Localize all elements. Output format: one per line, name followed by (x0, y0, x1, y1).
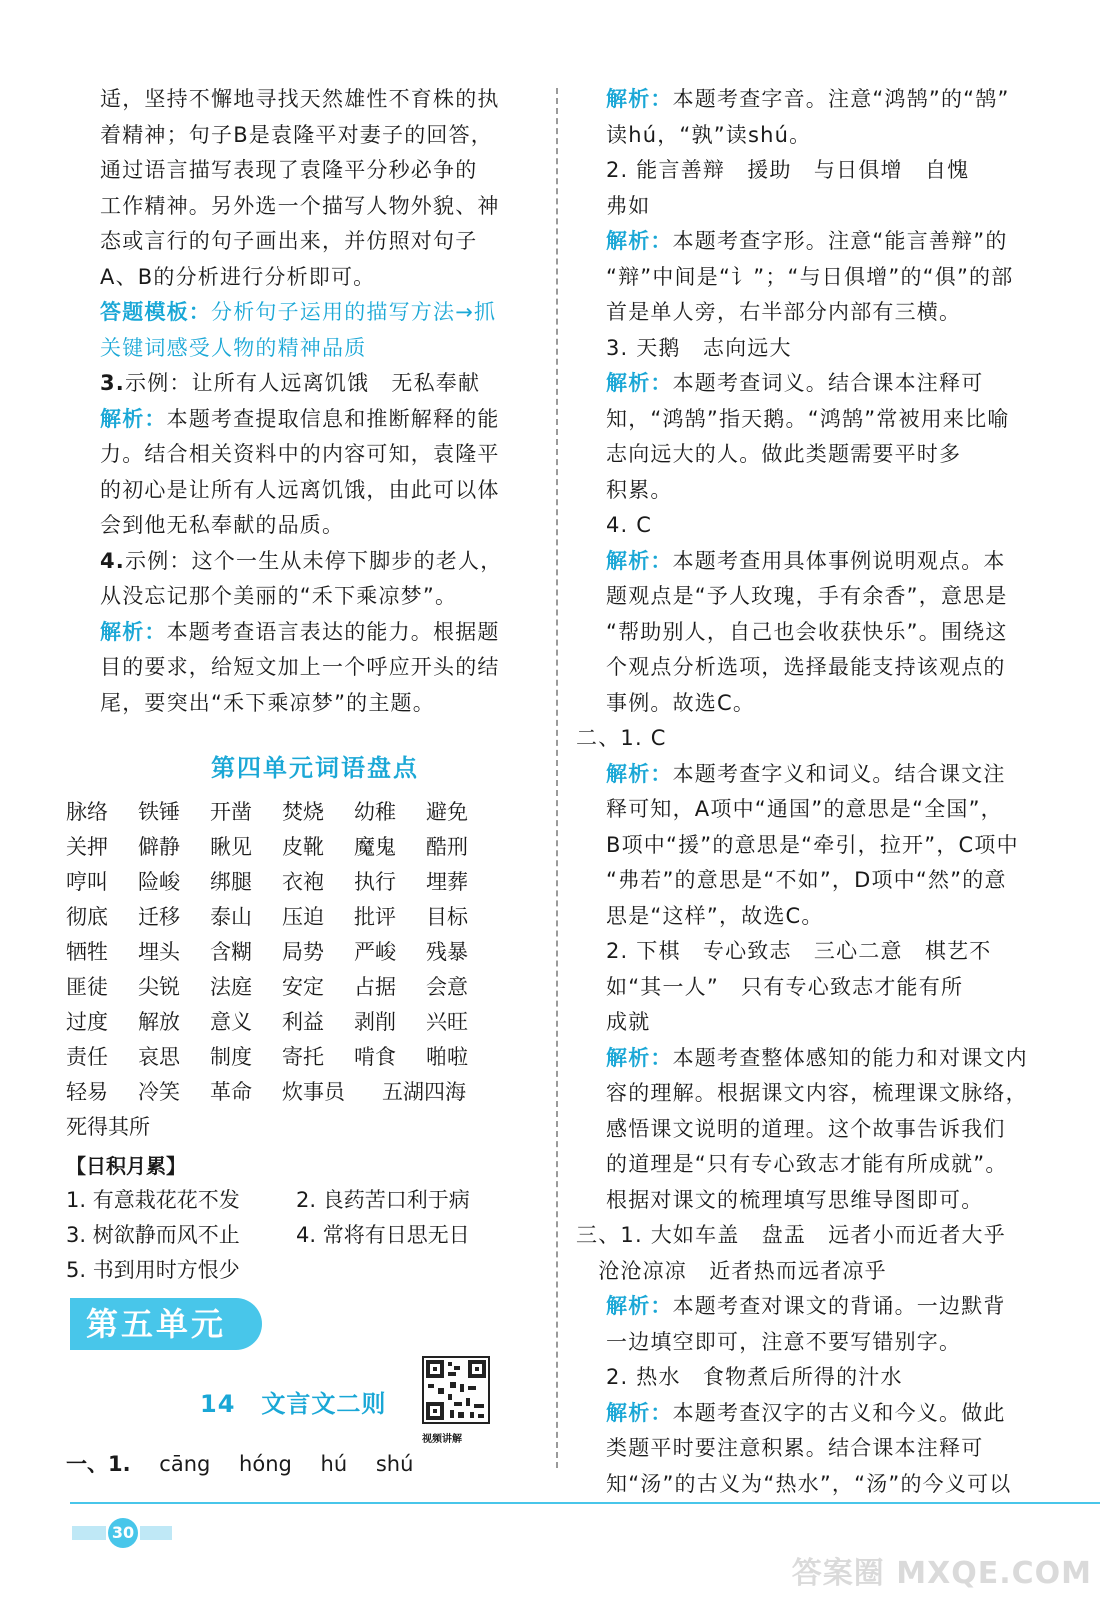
analysis-text: 本题考查提取信息和推断解释的能 (166, 406, 500, 431)
analysis-tag: 解析： (606, 1400, 673, 1425)
analysis-text: 力。结合相关资料中的内容可知，袁隆平 (100, 442, 500, 466)
vocab-word: 五湖四海 (382, 1080, 466, 1104)
q4-answer-line2: 从没忘记那个美丽的“禾下乘凉梦”。 (100, 584, 458, 608)
vocab-row (66, 865, 536, 900)
vocab-word: 局势 (282, 940, 324, 964)
analysis-line (606, 1112, 1046, 1148)
vocab-word: 死得其所 (66, 1115, 150, 1139)
vocab-word: 制度 (210, 1045, 252, 1069)
vocab-word: 埋头 (138, 940, 180, 964)
analysis-line (606, 1431, 1046, 1467)
vocab-word: 利益 (282, 1010, 324, 1034)
analysis-line (606, 260, 1046, 296)
vocab-word: 泰山 (210, 905, 252, 929)
analysis-line (606, 615, 1046, 651)
analysis-line (606, 82, 1046, 118)
lesson-title: 文言文二则 (261, 1390, 387, 1418)
analysis-line (606, 1147, 1046, 1183)
q4-answer: 4.示例：这个一生从未停下脚步的老人， (100, 548, 503, 573)
accumulate-item: 1. 有意栽花花不发 (66, 1188, 240, 1212)
vocab-word: 法庭 (210, 975, 252, 999)
analysis-text: 本题考查词义。结合课本注释可 (672, 371, 984, 395)
analysis-line (606, 473, 1046, 509)
analysis-text: B项中“援”的意思是“牵引，拉开”，C项中 (606, 832, 1019, 857)
answer-line: 2. 热水 食物煮后所得的汁水 (606, 1365, 903, 1389)
analysis-line (100, 402, 530, 438)
analysis-text: 本题考查对课文的背诵。一边默背 (672, 1294, 1006, 1318)
analysis-text: “帮助别人，自己也会收获快乐”。围绕这 (606, 619, 1008, 644)
analysis-line (100, 508, 530, 544)
vocab-word: 执行 (354, 870, 396, 894)
text-line: A、B的分析进行分析即可。 (100, 264, 376, 289)
analysis-tag: 解析： (606, 761, 673, 786)
qr-pattern (424, 1358, 488, 1422)
answer-line: 2. 下棋 专心致志 三心二意 棋艺不 (606, 939, 992, 963)
analysis-text: 本题考查用具体事例说明观点。本 (672, 548, 1006, 573)
analysis-line (606, 1467, 1046, 1503)
analysis-text: 本题考查语言表达的能力。根据题 (166, 619, 500, 644)
vocab-word: 意义 (210, 1010, 252, 1034)
analysis-line (100, 615, 530, 651)
analysis-tag: 解析： (606, 87, 673, 111)
vocab-word: 含糊 (210, 940, 252, 964)
analysis-line (606, 579, 1046, 615)
vocab-word: 开凿 (210, 800, 252, 824)
analysis-line (606, 828, 1046, 864)
analysis-line (606, 757, 1046, 793)
analysis-tag: 解析： (606, 548, 673, 573)
watermark: 答案圈 MXQE.COM (791, 1556, 1092, 1591)
text-line: 适，坚持不懈地寻找天然雄性不育株的执 (100, 87, 500, 111)
text-line: 着精神；句子B是袁隆平对妻子的回答， (100, 122, 494, 147)
page-number (72, 1518, 172, 1548)
vocab-row (66, 970, 536, 1005)
vocab-word: 寄托 (282, 1045, 324, 1069)
analysis-line (606, 650, 1046, 686)
vocab-word: 哼叫 (66, 870, 108, 894)
analysis-text: 知“汤”的古义为“热水”，“汤”的今义可以 (606, 1471, 1012, 1496)
section-line: 三、1. 大如车盖 盘盂 远者小而近者大乎 (576, 1223, 1006, 1247)
vocab-word: 牺牲 (66, 940, 108, 964)
vocab-row (66, 795, 536, 830)
vocab-word: 占据 (354, 975, 396, 999)
analysis-line (606, 1396, 1046, 1432)
pinyin-item: hú (320, 1452, 348, 1476)
vocab-word: 尖锐 (138, 975, 180, 999)
analysis-text: 知，“鸿鹄”指天鹅。“鸿鹄”常被用来比喻 (606, 406, 1010, 431)
vocab-word: 迁移 (138, 905, 180, 929)
vocab-word: 啃食 (354, 1045, 396, 1069)
analysis-tag: 解析： (606, 229, 673, 253)
left-column (100, 82, 530, 813)
answer-line: 3. 天鹅 志向远大 (606, 335, 792, 360)
analysis-text: 事例。故选C。 (606, 690, 756, 715)
analysis-line (606, 1183, 1046, 1219)
accumulate-title: 【日积月累】 (66, 1154, 186, 1178)
vocab-word: 衣袍 (282, 870, 324, 894)
analysis-text: 类题平时要注意积累。结合课本注释可 (606, 1436, 984, 1460)
vocab-word: 酷刑 (426, 835, 468, 859)
accumulate-item: 2. 良药苦口利于病 (296, 1188, 470, 1212)
page-bar-left (72, 1526, 106, 1540)
vocab-row (66, 900, 536, 935)
accumulate-row (66, 1218, 536, 1253)
page-number-badge: 30 (108, 1518, 138, 1548)
vocab-table (66, 795, 536, 1145)
pinyin-item: shú (375, 1452, 414, 1476)
accumulate-item: 4. 常将有日思无日 (296, 1223, 470, 1247)
pinyin-answers (66, 1448, 435, 1478)
answer-template (100, 295, 530, 331)
text-line: 工作精神。另外选一个描写人物外貌、神 (100, 193, 500, 218)
analysis-text: 根据对课文的梳理填写思维导图即可。 (606, 1187, 984, 1212)
vocab-word: 炊事员 (282, 1080, 345, 1104)
analysis-text: 题观点是“予人玫瑰，手有余香”，意思是 (606, 584, 1008, 608)
analysis-line (606, 295, 1046, 331)
vocab-row (66, 1075, 536, 1110)
accumulate-item: 5. 书到用时方恨少 (66, 1258, 240, 1282)
vocab-word: 轻易 (66, 1080, 108, 1104)
analysis-line (606, 224, 1046, 260)
analysis-line (606, 544, 1046, 580)
analysis-tag: 解析： (606, 1294, 673, 1318)
analysis-line (606, 1289, 1046, 1325)
text-line: 通过语言描写表现了袁隆平分秒必争的 (100, 158, 478, 182)
lesson-number: 14 (200, 1390, 236, 1418)
analysis-text: 一边填空即可，注意不要写错别字。 (606, 1329, 962, 1354)
vocab-word: 匪徒 (66, 975, 108, 999)
accumulate-list (66, 1183, 536, 1288)
footer-line (70, 1502, 1100, 1504)
vocab-word: 僻静 (138, 835, 180, 859)
vocab-word: 皮靴 (282, 835, 324, 859)
right-column (576, 82, 1046, 1502)
analysis-text: 首是单人旁，右半部分内部有三横。 (606, 300, 962, 324)
analysis-line (606, 1041, 1046, 1077)
analysis-text: 志向远大的人。做此类题需要平时多 (606, 442, 962, 466)
vocab-word: 险峻 (138, 870, 180, 894)
analysis-tag: 解析： (100, 406, 167, 431)
vocab-word: 彻底 (66, 905, 108, 929)
analysis-text: 思是“这样”，故选C。 (606, 903, 824, 928)
analysis-line (606, 118, 1046, 154)
vocab-word: 过度 (66, 1010, 108, 1034)
vocab-row (66, 1110, 536, 1145)
pinyin-item: hóng (239, 1452, 292, 1476)
analysis-line (606, 437, 1046, 473)
accumulate-row (66, 1253, 536, 1288)
accumulate-row (66, 1183, 536, 1218)
analysis-text: 容的理解。根据课文内容，梳理课文脉络， (606, 1081, 1028, 1105)
qr-code-icon[interactable] (422, 1356, 490, 1424)
vocab-word: 压迫 (282, 905, 324, 929)
left-intro-text (100, 82, 530, 295)
vocab-word: 严峻 (354, 940, 396, 964)
analysis-text: 积累。 (606, 477, 673, 502)
text-line: 态或言行的句子画出来，并仿照对句子 (100, 229, 478, 253)
analysis-line (606, 792, 1046, 828)
vocab-word: 啪啦 (426, 1045, 468, 1069)
section-line: 沧沧凉凉 近者热而远者凉乎 (576, 1258, 887, 1283)
vocab-row (66, 1005, 536, 1040)
analysis-text: “弗若”的意思是“不如”，D项中“然”的意 (606, 868, 1007, 892)
analysis-line (100, 437, 530, 473)
template-text: 分析句子运用的描写方法→抓 (211, 300, 497, 324)
vocab-row (66, 935, 536, 970)
vocab-word: 残暴 (426, 940, 468, 964)
column-divider (556, 88, 558, 1468)
vocab-word: 革命 (210, 1080, 252, 1104)
analysis-text: 的道理是“只有专心致志才能有所成就”。 (606, 1152, 1008, 1176)
vocab-word: 脉络 (66, 800, 108, 824)
analysis-text: 会到他无私奉献的品质。 (100, 513, 345, 537)
template-text-2: 关键词感受人物的精神品质 (100, 335, 367, 360)
analysis-text: 读hú，“孰”读shú。 (606, 122, 812, 147)
vocab-word: 安定 (282, 975, 324, 999)
vocab-word: 焚烧 (282, 800, 324, 824)
analysis-tag: 解析： (606, 1045, 673, 1070)
vocab-word: 目标 (426, 905, 468, 929)
analysis-text: 的初心是让所有人远离饥饿，由此可以体 (100, 477, 500, 502)
unit5-banner: 第五单元 (70, 1298, 262, 1350)
q3-answer: 3.示例：让所有人远离饥饿 无私奉献 (100, 371, 481, 395)
vocab-word: 兴旺 (426, 1010, 468, 1034)
q3-analysis (100, 402, 530, 544)
vocab-row (66, 830, 536, 865)
analysis-line (606, 863, 1046, 899)
pinyin-item: cāng (159, 1452, 211, 1476)
lesson-heading (200, 1384, 386, 1419)
analysis-text: 释可知，A项中“通国”的意思是“全国”， (606, 797, 1003, 821)
analysis-text: 本题考查字形。注意“能言善辩”的 (672, 229, 1008, 253)
section-line: 二、1. C (576, 726, 667, 750)
vocab-word: 魔鬼 (354, 835, 396, 859)
analysis-text: 个观点分析选项，选择最能支持该观点的 (606, 655, 1006, 679)
vocab-word: 冷笑 (138, 1080, 180, 1104)
analysis-line (100, 473, 530, 509)
vocab-word: 幼稚 (354, 800, 396, 824)
analysis-line (606, 899, 1046, 935)
analysis-text: 本题考查汉字的古义和今义。做此 (672, 1400, 1006, 1425)
vocab-word: 瞅见 (210, 835, 252, 859)
accumulate-item: 3. 树欲静而风不止 (66, 1223, 240, 1247)
unit4-vocab-title: 第四单元词语盘点 (211, 754, 419, 782)
analysis-text: 本题考查字音。注意“鸿鹄”的“鹄” (672, 87, 1010, 111)
analysis-line (100, 686, 530, 722)
analysis-text: 感悟课文说明的道理。这个故事告诉我们 (606, 1116, 1006, 1141)
vocab-row (66, 1040, 536, 1075)
vocab-word: 哀思 (138, 1045, 180, 1069)
vocab-word: 铁锤 (138, 800, 180, 824)
q4-analysis (100, 615, 530, 722)
vocab-word: 剥削 (354, 1010, 396, 1034)
analysis-line (100, 650, 530, 686)
answer-line: 弗如 (606, 193, 651, 218)
analysis-text: 目的要求，给短文加上一个呼应开头的结 (100, 655, 500, 679)
analysis-text: “辩”中间是“讠”；“与日俱增”的“俱”的部 (606, 264, 1014, 289)
template-tag: 答题模板： (100, 300, 211, 324)
analysis-line (606, 402, 1046, 438)
vocab-word: 绑腿 (210, 870, 252, 894)
analysis-line (606, 1325, 1046, 1361)
answer-line: 成就 (606, 1010, 651, 1034)
vocab-word: 批评 (354, 905, 396, 929)
analysis-line (606, 1076, 1046, 1112)
analysis-line (606, 366, 1046, 402)
analysis-line (606, 686, 1046, 722)
q1-label: 一、1. (66, 1452, 131, 1476)
answer-line: 2. 能言善辩 援助 与日俱增 自愧 (606, 158, 970, 182)
analysis-tag: 解析： (606, 371, 673, 395)
analysis-text: 尾，要突出“禾下乘凉梦”的主题。 (100, 690, 435, 715)
vocab-word: 解放 (138, 1010, 180, 1034)
analysis-tag: 解析： (100, 619, 167, 644)
analysis-text: 本题考查字义和词义。结合课文注 (672, 761, 1006, 786)
vocab-word: 责任 (66, 1045, 108, 1069)
vocab-word: 埋葬 (426, 870, 468, 894)
vocab-word: 关押 (66, 835, 108, 859)
page-bar-right (140, 1526, 172, 1540)
analysis-text: 本题考查整体感知的能力和对课文内 (672, 1045, 1028, 1070)
answer-line: 如“其一人” 只有专心致志才能有所 (606, 974, 964, 999)
answer-line: 4. C (606, 513, 653, 537)
qr-caption: 视频讲解 (422, 1434, 462, 1445)
vocab-word: 会意 (426, 975, 468, 999)
vocab-word: 避免 (426, 800, 468, 824)
